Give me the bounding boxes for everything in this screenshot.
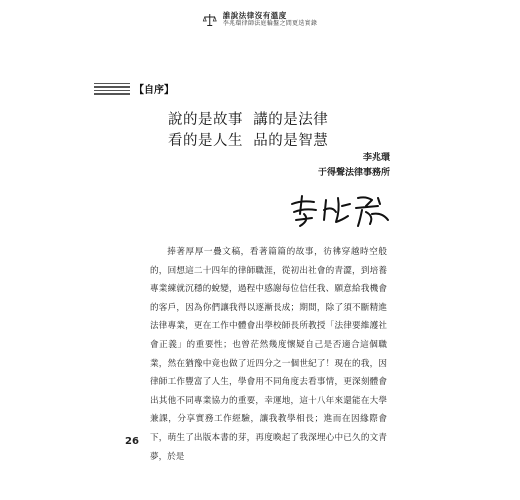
preface-body — [150, 243, 387, 466]
section-close-bracket: 】 — [164, 85, 174, 96]
preface-title — [168, 110, 328, 152]
section-bar — [94, 81, 174, 96]
section-open-bracket: 【 — [134, 85, 144, 96]
title-line-1: 說的是故事 講的是法律 — [168, 112, 329, 128]
book-subtitle: 李兆環律師法庭輪盤之間更迭實錄 — [222, 19, 318, 27]
section-label — [134, 81, 174, 96]
running-header — [203, 12, 318, 28]
author-name: 李兆環 — [362, 153, 390, 163]
author-affiliation: 于得聲法律事務所 — [317, 168, 390, 178]
author-block — [318, 150, 390, 178]
section-label-text: 自序 — [144, 85, 164, 96]
header-text — [223, 12, 318, 28]
book-title: 誰說法律沒有溫度 — [222, 11, 287, 20]
page-number: 26 — [125, 436, 139, 447]
handwritten-signature — [286, 190, 396, 230]
body-paragraph: 捧著厚厚一疊文稿，看著篇篇的故事，彷彿穿越時空般的，回想這二十四年的律師職涯，從初出社會的青澀，到培養專業練就沉穩的蛻變，過程中感謝每位信任我、願意給我機會的客戶，因為你們讓我得以逐漸長成；期間，除了須不斷精進法律專業，更在工作中體會出學校師長所教授「法律要維護社會正義」的重要性；也曾茫然幾度懷疑自己是否適合這個職業，然在猶豫中竟也做了近四分之一個世紀了！現在的我，因律師工作豐富了人生，學會用不同角度去看事情，更深刻體會出其他不同專業協力的重要，幸運地，這十八年來還能在大學兼課，分享實務工作經驗，讓我教學相長；進而在因緣際會下，萌生了出版本書的芽，再度喚起了我深埋心中已久的文青夢，於是 — [150, 247, 387, 462]
scale-of-justice-icon — [203, 13, 217, 27]
section-stripes — [94, 83, 130, 95]
title-line-2: 看的是人生 品的是智慧 — [168, 133, 329, 149]
